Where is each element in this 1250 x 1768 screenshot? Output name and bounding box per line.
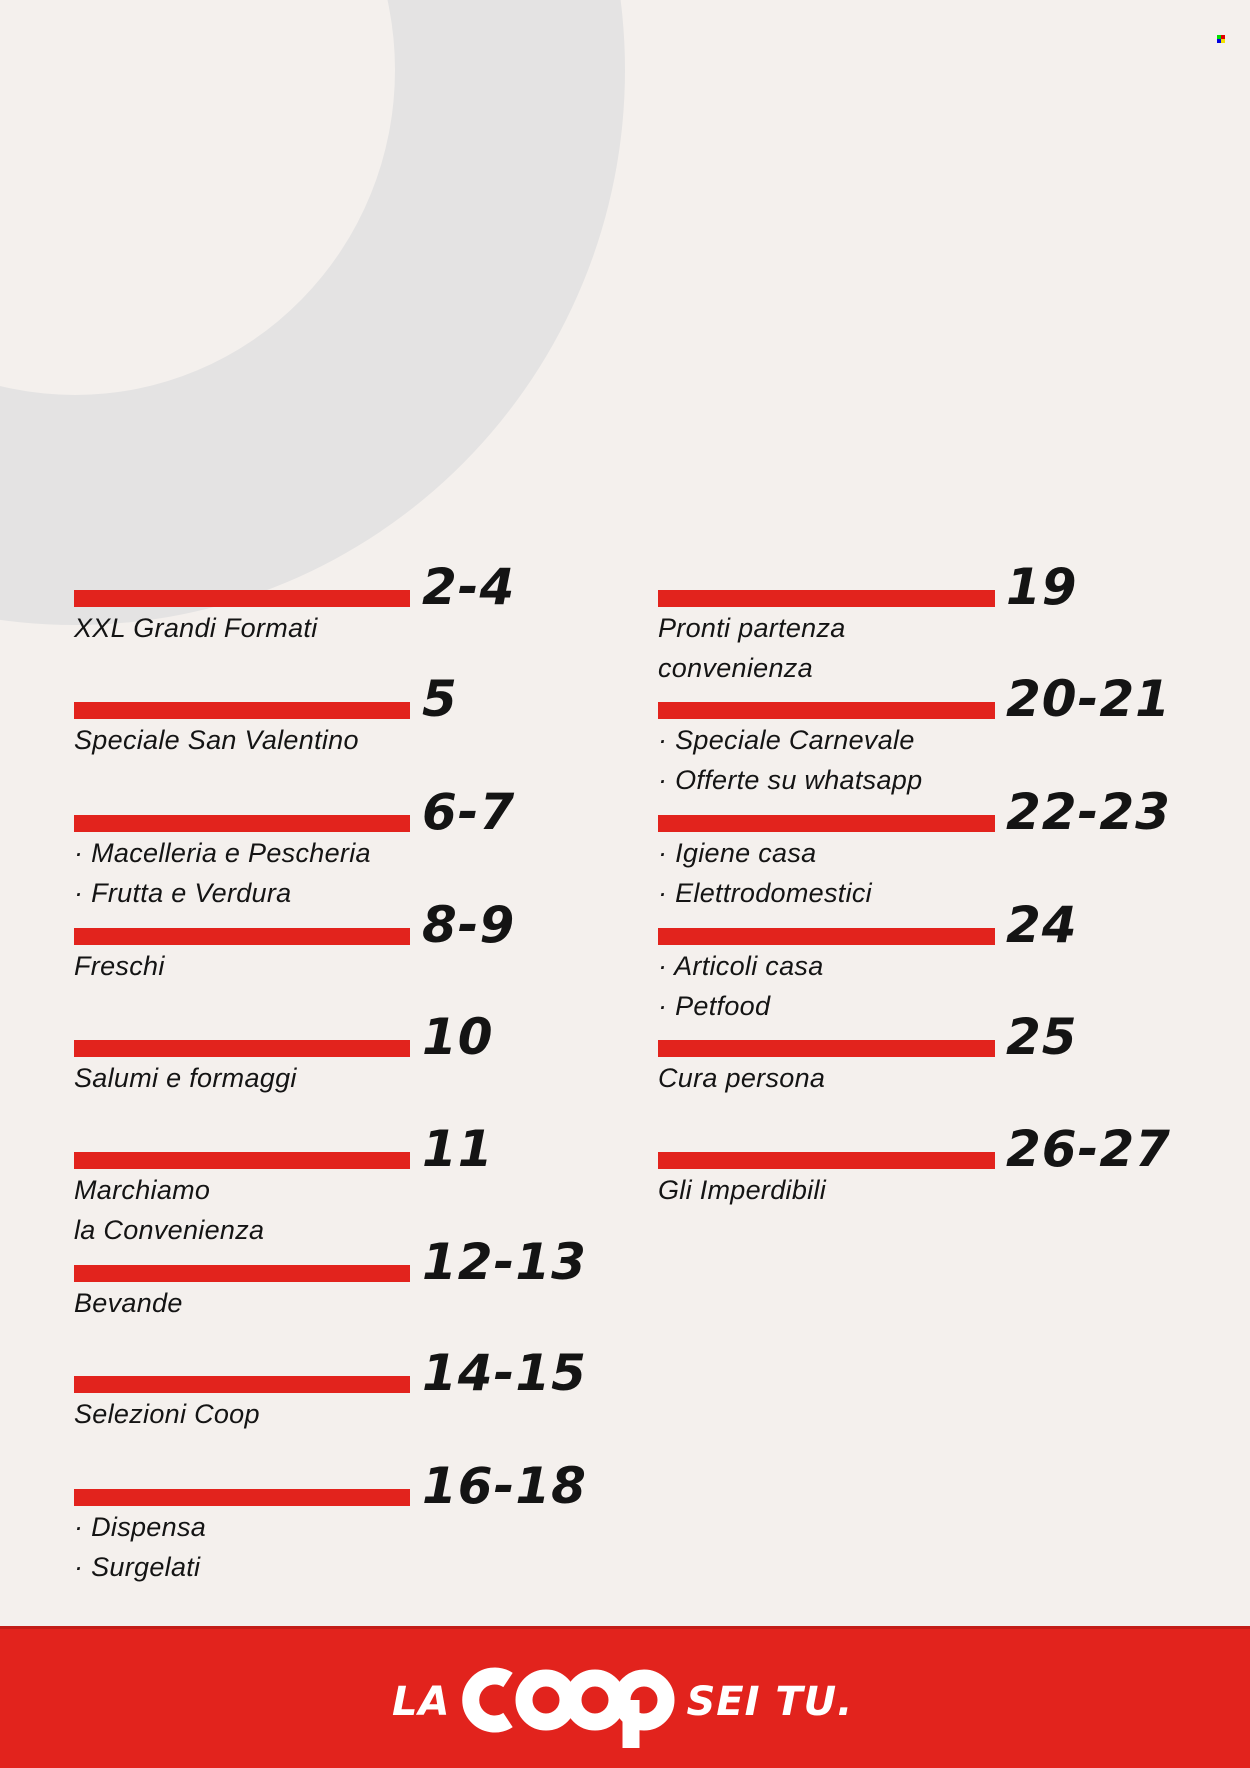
section-label: · Petfood <box>658 991 771 1021</box>
section-label: · Speciale Carnevale <box>658 725 915 755</box>
page-number: 24 <box>1006 896 1078 954</box>
section-label: · Frutta e Verdura <box>74 878 292 908</box>
page-number: 5 <box>422 670 458 728</box>
section-label: · Macelleria e Pescheria <box>74 838 371 868</box>
section-label: · Articoli casa <box>658 951 824 981</box>
red-divider-bar <box>74 1376 410 1393</box>
red-divider-bar <box>658 1040 995 1057</box>
red-divider-bar <box>74 1489 410 1506</box>
red-divider-bar <box>74 815 410 832</box>
page-number: 10 <box>422 1008 494 1066</box>
page-number: 12-13 <box>422 1233 587 1291</box>
section-label: Pronti partenza <box>658 613 846 643</box>
red-divider-bar <box>658 815 995 832</box>
page-number: 6-7 <box>422 783 516 841</box>
red-divider-bar <box>658 1152 995 1169</box>
section-label: XXL Grandi Formati <box>74 613 318 643</box>
decorative-ring <box>0 0 625 625</box>
section-label: Gli Imperdibili <box>658 1175 827 1205</box>
section-label: la Convenienza <box>74 1215 265 1245</box>
red-divider-bar <box>658 928 995 945</box>
section-label: · Elettrodomestici <box>658 878 872 908</box>
red-divider-bar <box>658 702 995 719</box>
color-grid-icon <box>1217 35 1225 43</box>
red-divider-bar <box>74 702 410 719</box>
section-label: · Igiene casa <box>658 838 817 868</box>
page-number: 11 <box>422 1120 494 1178</box>
page-number: 19 <box>1006 558 1078 616</box>
section-label: Bevande <box>74 1288 183 1318</box>
red-divider-bar <box>74 928 410 945</box>
page-number: 20-21 <box>1006 670 1171 728</box>
page-number: 8-9 <box>422 896 516 954</box>
page-number: 14-15 <box>422 1344 587 1402</box>
red-divider-bar <box>74 1265 410 1282</box>
section-label: · Offerte su whatsapp <box>658 765 923 795</box>
red-divider-bar <box>74 590 410 607</box>
red-divider-bar <box>74 1040 410 1057</box>
section-label: Speciale San Valentino <box>74 725 359 755</box>
page-number: 22-23 <box>1006 783 1171 841</box>
section-label: Freschi <box>74 951 165 981</box>
logo-suffix: SEI TU. <box>686 1679 854 1725</box>
section-label: Selezioni Coop <box>74 1399 260 1429</box>
page-number: 26-27 <box>1006 1120 1171 1178</box>
page-number: 2-4 <box>422 558 516 616</box>
section-label: convenienza <box>658 653 813 683</box>
coop-wordmark-icon <box>460 1654 676 1750</box>
logo-prefix: LA <box>392 1679 451 1725</box>
page-number: 25 <box>1006 1008 1078 1066</box>
brand-footer <box>0 1626 1250 1768</box>
red-divider-bar <box>74 1152 410 1169</box>
section-label: · Dispensa <box>74 1512 207 1542</box>
page-number: 16-18 <box>422 1457 587 1515</box>
section-label: Cura persona <box>658 1063 826 1093</box>
section-label: Marchiamo <box>74 1175 211 1205</box>
section-label: · Surgelati <box>74 1552 201 1582</box>
red-divider-bar <box>658 590 995 607</box>
coop-logo <box>392 1657 853 1747</box>
section-label: Salumi e formaggi <box>74 1063 297 1093</box>
